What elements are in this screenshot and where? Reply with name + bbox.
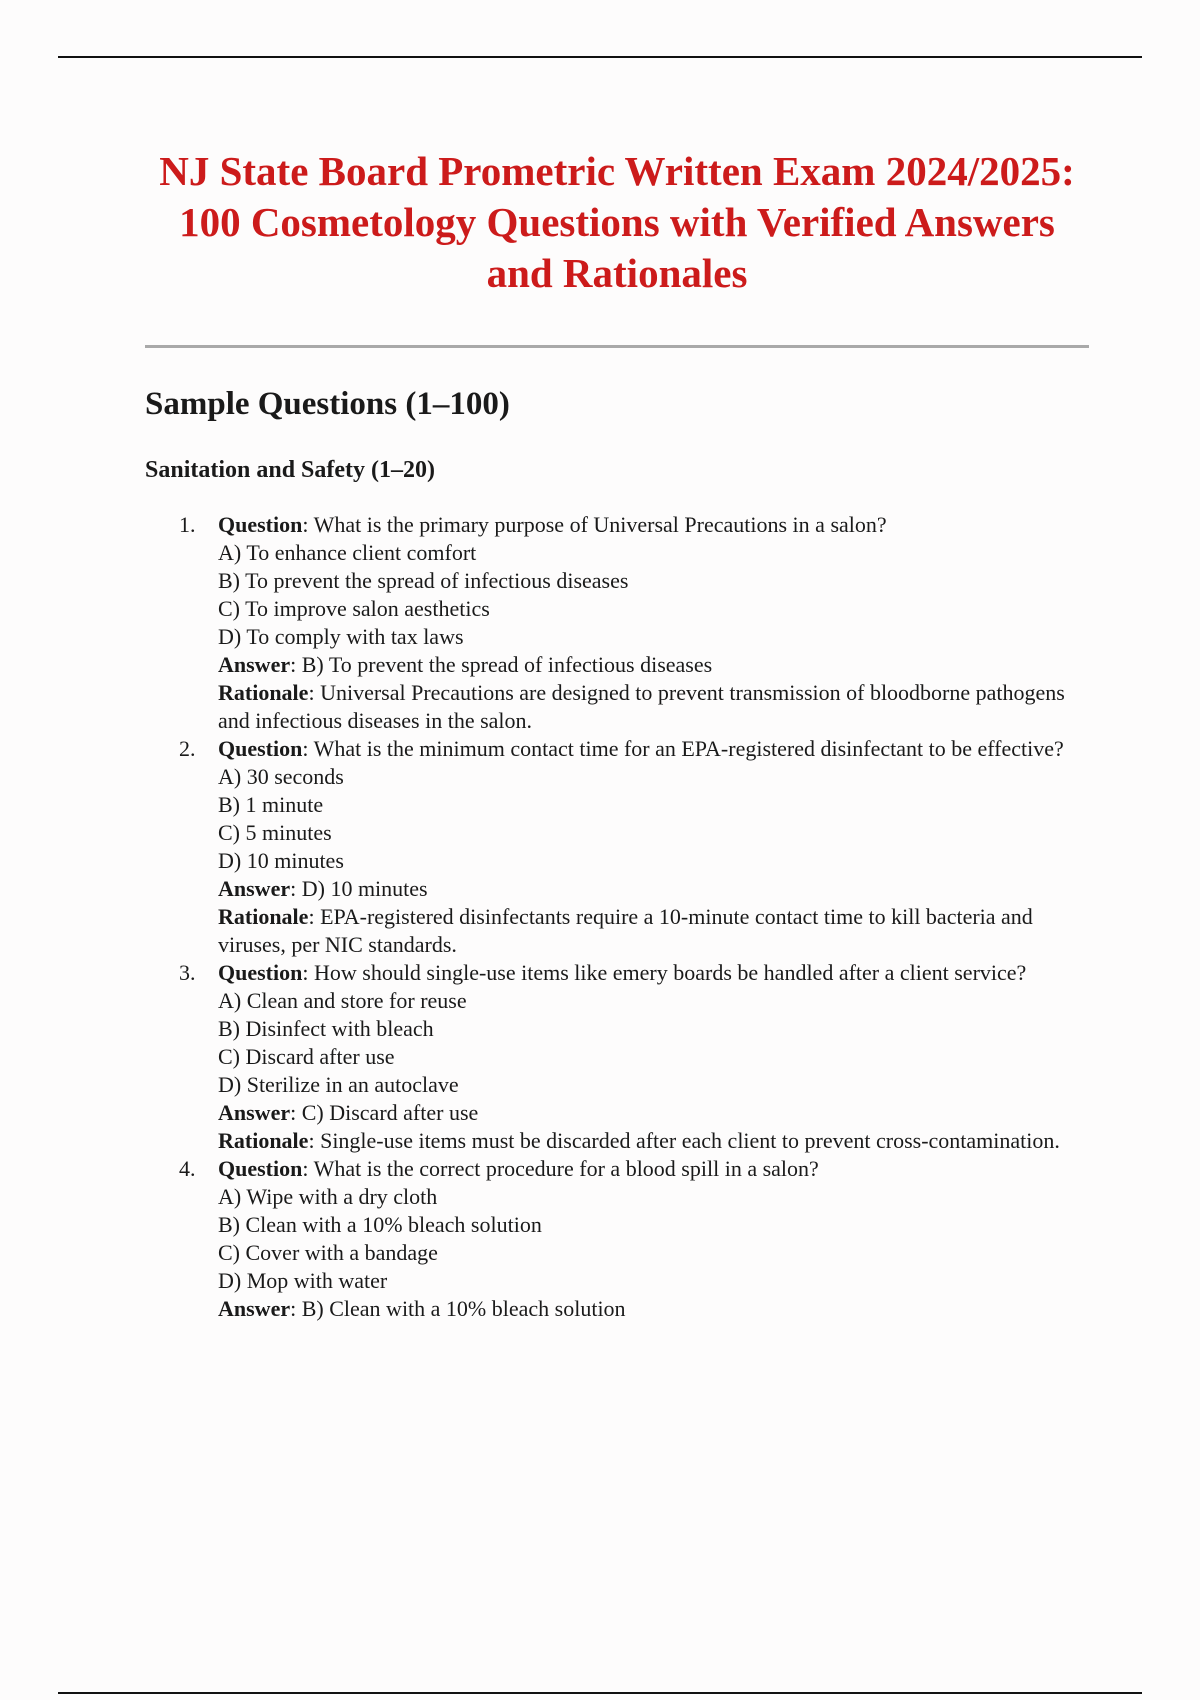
option-c: C) Cover with a bandage	[218, 1240, 438, 1265]
label-colon: :	[290, 652, 302, 677]
label-colon: :	[308, 680, 321, 705]
document-title: NJ State Board Prometric Written Exam 2024/2025: 100 Cosmetology Questions with Verified Answers and Rationales	[159, 148, 1075, 296]
subsection-heading: Sanitation and Safety (1–20)	[145, 457, 436, 483]
question-line	[218, 735, 1089, 763]
option-b: B) To prevent the spread of infectious diseases	[218, 568, 629, 593]
question-line	[218, 1155, 1089, 1183]
rationale-label: Rationale	[218, 1128, 309, 1153]
rationale-text: Single-use items must be discarded after each client to prevent cross-contamination.	[320, 1128, 1060, 1153]
answer-label: Answer	[218, 876, 291, 901]
option-c: C) Discard after use	[218, 1044, 395, 1069]
label-colon: :	[308, 1128, 321, 1153]
answer-text: B) Clean with a 10% bleach solution	[301, 1296, 626, 1321]
option-a: A) Wipe with a dry cloth	[218, 1184, 438, 1209]
option-b: B) Disinfect with bleach	[218, 1016, 434, 1041]
answer-text: B) To prevent the spread of infectious diseases	[301, 652, 713, 677]
option-b: B) 1 minute	[218, 792, 324, 817]
option-c: C) To improve salon aesthetics	[218, 596, 490, 621]
answer-label: Answer	[218, 1100, 291, 1125]
label-colon: :	[290, 1296, 302, 1321]
option-d: D) Sterilize in an autoclave	[218, 1072, 459, 1097]
rationale-line	[218, 903, 1089, 959]
label-colon: :	[302, 1156, 314, 1181]
question-text: What is the correct procedure for a blood spill in a salon?	[313, 1156, 819, 1181]
option-d: D) 10 minutes	[218, 848, 344, 873]
answer-line	[218, 1295, 1089, 1323]
label-colon: :	[302, 512, 314, 537]
rationale-line	[218, 679, 1089, 735]
label-colon: :	[290, 1100, 302, 1125]
section-heading: Sample Questions (1–100)	[145, 386, 510, 422]
rationale-text: EPA-registered disinfectants require a 10-minute contact time to kill bacteria and viruses, per NIC standards.	[218, 904, 1033, 957]
rationale-label: Rationale	[218, 680, 309, 705]
answer-line	[218, 651, 1089, 679]
option-a: A) Clean and store for reuse	[218, 988, 467, 1013]
question-text: What is the minimum contact time for an EPA-registered disinfectant to be effective?	[313, 736, 1064, 761]
answer-label: Answer	[218, 652, 291, 677]
question-number: 1.	[179, 512, 196, 537]
title-divider	[145, 345, 1089, 348]
answer-text: C) Discard after use	[301, 1100, 479, 1125]
option-a: A) 30 seconds	[218, 764, 344, 789]
label-colon: :	[290, 876, 302, 901]
question-text: What is the primary purpose of Universal Precautions in a salon?	[313, 512, 887, 537]
option-a: A) To enhance client comfort	[218, 540, 477, 565]
label-colon: :	[302, 960, 314, 985]
label-colon: :	[308, 904, 321, 929]
question-number: 3.	[179, 960, 196, 985]
question-number: 2.	[179, 736, 196, 761]
option-d: D) Mop with water	[218, 1268, 388, 1293]
question-number: 4.	[179, 1156, 196, 1181]
rationale-line	[218, 1127, 1089, 1155]
page-top-rule	[58, 56, 1142, 58]
question-item	[145, 959, 1089, 1155]
question-label: Question	[218, 512, 303, 537]
question-label: Question	[218, 736, 303, 761]
question-label: Question	[218, 960, 303, 985]
answer-text: D) 10 minutes	[301, 876, 428, 901]
question-item	[145, 1155, 1089, 1323]
question-label: Question	[218, 1156, 303, 1181]
answer-label: Answer	[218, 1296, 291, 1321]
answer-line	[218, 1099, 1089, 1127]
question-line	[218, 511, 1089, 539]
question-line	[218, 959, 1089, 987]
option-c: C) 5 minutes	[218, 820, 332, 845]
answer-line	[218, 875, 1089, 903]
question-item	[145, 511, 1089, 735]
question-list	[145, 511, 1089, 1323]
label-colon: :	[302, 736, 314, 761]
rationale-label: Rationale	[218, 904, 309, 929]
question-text: How should single-use items like emery boards be handled after a client service?	[313, 960, 1027, 985]
rationale-text: Universal Precautions are designed to prevent transmission of bloodborne pathogens and infectious diseases in the salon.	[218, 680, 1065, 733]
question-item	[145, 735, 1089, 959]
option-b: B) Clean with a 10% bleach solution	[218, 1212, 542, 1237]
page-bottom-rule	[58, 1692, 1142, 1694]
option-d: D) To comply with tax laws	[218, 624, 464, 649]
